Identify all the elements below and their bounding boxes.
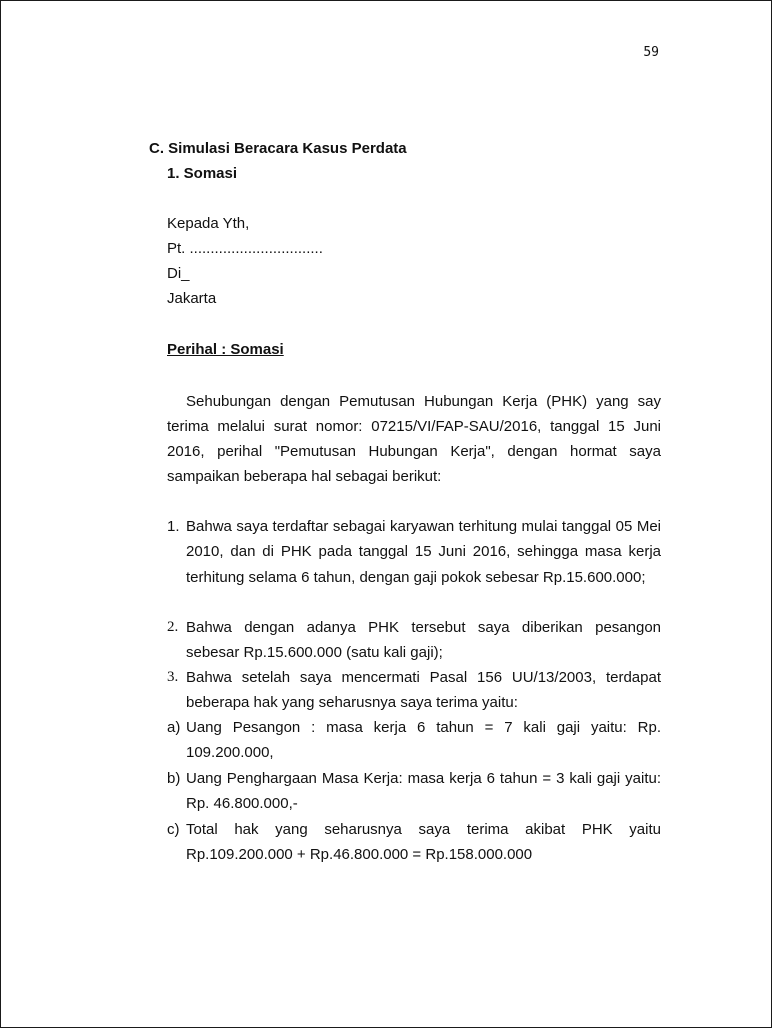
list-item [167, 514, 661, 590]
address-line-recipient: Kepada Yth, [167, 215, 250, 232]
list-item [167, 615, 661, 666]
subsection-heading: 1. Somasi [167, 165, 238, 182]
sub-list-item-text: Total hak yang seharusnya saya terima akibat PHK yaitu Rp.109.200.000 + Rp.46.800.000 = Rp.158.000.000 [186, 821, 661, 864]
address-line-di: Di_ [167, 265, 190, 282]
intro-line-1: Sehubungan dengan Pemutusan Hubungan Kerja (PHK) yang say [186, 393, 661, 410]
intro-line-4: sampaikan beberapa hal sebagai berikut: [167, 468, 442, 485]
address-line-company: Pt. ................................ [167, 240, 323, 257]
sub-list-item-text: Uang Penghargaan Masa Kerja: masa kerja 6 tahun = 3 kali gaji yaitu: Rp. 46.800.000,- [186, 770, 661, 813]
address-line-city: Jakarta [167, 290, 217, 307]
list-item-text: Bahwa setelah saya mencermati Pasal 156 UU/13/2003, terdapat beberapa hak yang seharusnya saya terima yaitu: [186, 669, 661, 712]
sub-list-item [167, 766, 661, 817]
list-item-text: Bahwa dengan adanya PHK tersebut saya diberikan pesangon sebesar Rp.15.600.000 (satu kali gaji); [186, 619, 661, 662]
intro-line-3: 2016, perihal "Pemutusan Hubungan Kerja", dengan hormat saya [167, 443, 661, 460]
page-number: 59 [643, 45, 659, 60]
list-item-marker: 2. [167, 619, 179, 635]
sub-list-item-marker: c) [167, 821, 180, 838]
sub-list-item-marker: b) [167, 770, 181, 787]
sub-list-item [167, 817, 661, 868]
intro-line-2: terima melalui surat nomor: 07215/VI/FAP-SAU/2016, tanggal 15 Juni [167, 418, 661, 435]
sub-list-item [167, 715, 661, 766]
sub-list-item-text: Uang Pesangon : masa kerja 6 tahun = 7 kali gaji yaitu: Rp. 109.200.000, [186, 719, 661, 762]
list-item-text: Bahwa saya terdaftar sebagai karyawan terhitung mulai tanggal 05 Mei 2010, dan di PHK pada tanggal 15 Juni 2016, sehingga masa kerja terhitung selama 6 tahun, dengan gaji pokok sebesar Rp.15.600.000; [186, 518, 661, 586]
sub-list-item-marker: a) [167, 719, 181, 736]
list-item-marker: 3. [167, 669, 179, 685]
list-item-marker: 1. [167, 518, 180, 535]
section-heading: C. Simulasi Beracara Kasus Perdata [149, 140, 407, 157]
subject-line: Perihal : Somasi [167, 341, 284, 358]
list-item [167, 665, 661, 716]
